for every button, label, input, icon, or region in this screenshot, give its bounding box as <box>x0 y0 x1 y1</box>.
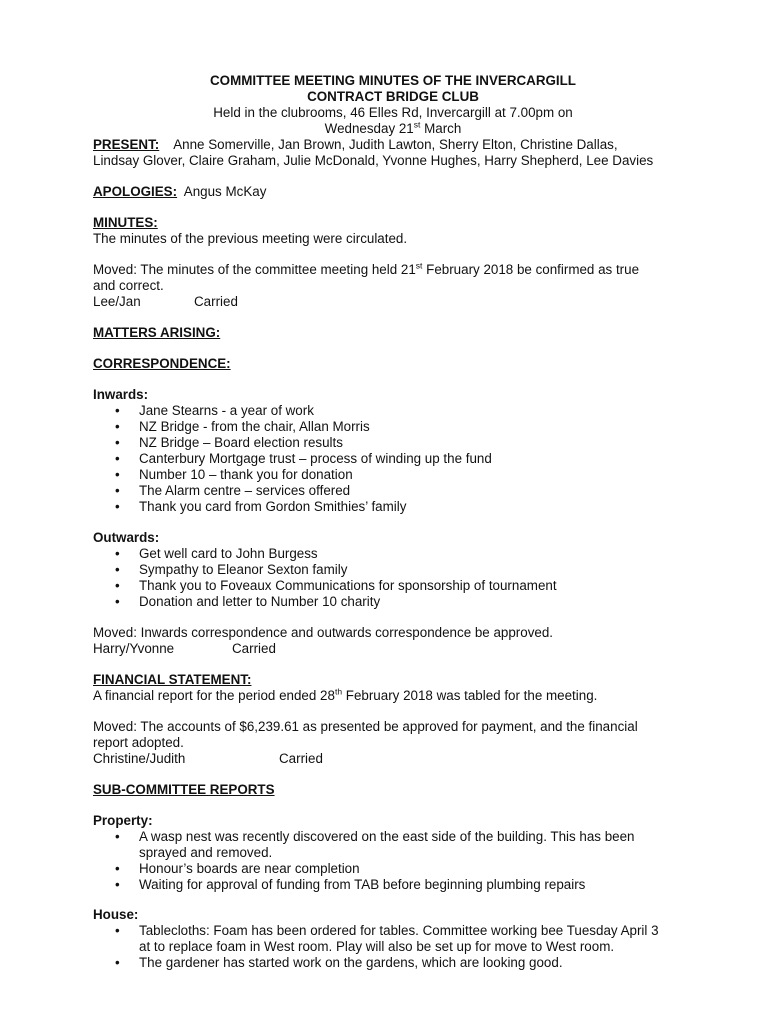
financial-movers-row <box>93 751 693 767</box>
bullet-icon: • <box>115 419 120 434</box>
minutes-heading: MINUTES: <box>93 215 158 230</box>
apologies-text: Angus McKay <box>183 184 267 199</box>
financial-motion: Moved: The accounts of $6,239.61 as presented be approved for payment, and the financial <box>93 719 638 734</box>
minutes-movers-row <box>93 294 693 310</box>
minutes-result: Carried <box>194 294 238 309</box>
bullet-icon: • <box>115 435 120 450</box>
list-item: • Number 10 – thank you for donation <box>115 467 353 482</box>
list-item: • Get well card to John Burgess <box>115 546 318 561</box>
list-item: • Jane Stearns - a year of work <box>115 403 314 418</box>
list-item: • Sympathy to Eleanor Sexton family <box>115 562 348 577</box>
present-names-1: Anne Somerville, Jan Brown, Judith Lawton, Sherry Elton, Christine Dallas, <box>173 137 618 152</box>
list-item: • Honour’s boards are near completion <box>115 861 360 876</box>
bullet-icon: • <box>115 451 120 466</box>
inwards-label: Inwards: <box>93 387 149 402</box>
list-item: • Donation and letter to Number 10 charity <box>115 594 381 609</box>
bullet-icon: • <box>115 467 120 482</box>
list-item: • NZ Bridge – Board election results <box>115 435 343 450</box>
minutes-body <box>93 73 693 971</box>
subcommittee-heading: SUB-COMMITTEE REPORTS <box>93 782 275 797</box>
financial-movers: Christine/Judith <box>93 751 186 766</box>
outwards-label: Outwards: <box>93 530 160 545</box>
bullet-icon: • <box>115 877 120 892</box>
financial-motion-2: report adopted. <box>93 735 184 750</box>
bullet-icon: • <box>115 594 120 609</box>
list-item: • Thank you to Foveaux Communications for sponsorship of tournament <box>115 578 557 593</box>
meeting-date: Wednesday 21st March <box>324 119 462 136</box>
minutes-movers: Lee/Jan <box>93 294 141 309</box>
list-item: • The gardener has started work on the gardens, which are looking good. <box>115 955 563 970</box>
list-item: • Canterbury Mortgage trust – process of winding up the fund <box>115 451 492 466</box>
minutes-motion: Moved: The minutes of the committee meeting held 21st February 2018 be confirmed as true <box>93 260 640 277</box>
matters-arising-heading: MATTERS ARISING: <box>93 325 221 340</box>
present-section <box>93 137 693 169</box>
present-names-2: Lindsay Glover, Claire Graham, Julie McDonald, Yvonne Hughes, Harry Shepherd, Lee Davies <box>93 153 654 168</box>
financial-text: A financial report for the period ended 28th February 2018 was tabled for the meeting. <box>93 686 598 703</box>
bullet-icon: • <box>115 578 120 593</box>
list-item: • Thank you card from Gordon Smithies’ family <box>115 499 407 514</box>
list-item: • The Alarm centre – services offered <box>115 483 351 498</box>
apologies-label: APOLOGIES: <box>93 184 178 199</box>
bullet-icon: • <box>115 861 120 876</box>
correspondence-movers: Harry/Yvonne <box>93 641 175 656</box>
bullet-icon: • <box>115 546 120 561</box>
financial-heading: FINANCIAL STATEMENT: <box>93 672 252 687</box>
list-item: • Waiting for approval of funding from TAB before beginning plumbing repairs <box>115 877 586 892</box>
correspondence-result: Carried <box>232 641 276 656</box>
list-item: • Tablecloths: Foam has been ordered for tables. Committee working bee Tuesday April 3 at to replace foam in West room. Play will also be set up for move to West room. <box>115 923 659 954</box>
financial-result: Carried <box>279 751 323 766</box>
property-label: Property: <box>93 813 153 828</box>
house-list <box>93 923 693 971</box>
meeting-location: Held in the clubrooms, 46 Elles Rd, Invercargill at 7.00pm on <box>213 105 573 120</box>
bullet-icon: • <box>115 955 120 970</box>
apologies-section <box>93 184 693 200</box>
present-label: PRESENT: <box>93 137 160 152</box>
correspondence-heading: CORRESPONDENCE: <box>93 356 231 371</box>
title-line-2: CONTRACT BRIDGE CLUB <box>307 89 479 104</box>
list-item: • NZ Bridge - from the chair, Allan Morris <box>115 419 370 434</box>
bullet-icon: • <box>115 403 120 418</box>
minutes-motion-2: and correct. <box>93 278 164 293</box>
correspondence-movers-row <box>93 641 693 657</box>
property-list <box>93 829 693 893</box>
list-item: • A wasp nest was recently discovered on the east side of the building. This has been sprayed and removed. <box>115 829 635 860</box>
bullet-icon: • <box>115 499 120 514</box>
house-label: House: <box>93 907 139 922</box>
inwards-list <box>93 403 693 515</box>
bullet-icon: • <box>115 483 120 498</box>
bullet-icon: • <box>115 923 120 938</box>
outwards-list <box>93 546 693 610</box>
title-line-1: COMMITTEE MEETING MINUTES OF THE INVERCARGILL <box>209 73 576 88</box>
correspondence-motion: Moved: Inwards correspondence and outwards correspondence be approved. <box>93 625 554 640</box>
minutes-text: The minutes of the previous meeting were circulated. <box>93 231 408 246</box>
bullet-icon: • <box>115 562 120 577</box>
bullet-icon: • <box>115 829 120 844</box>
